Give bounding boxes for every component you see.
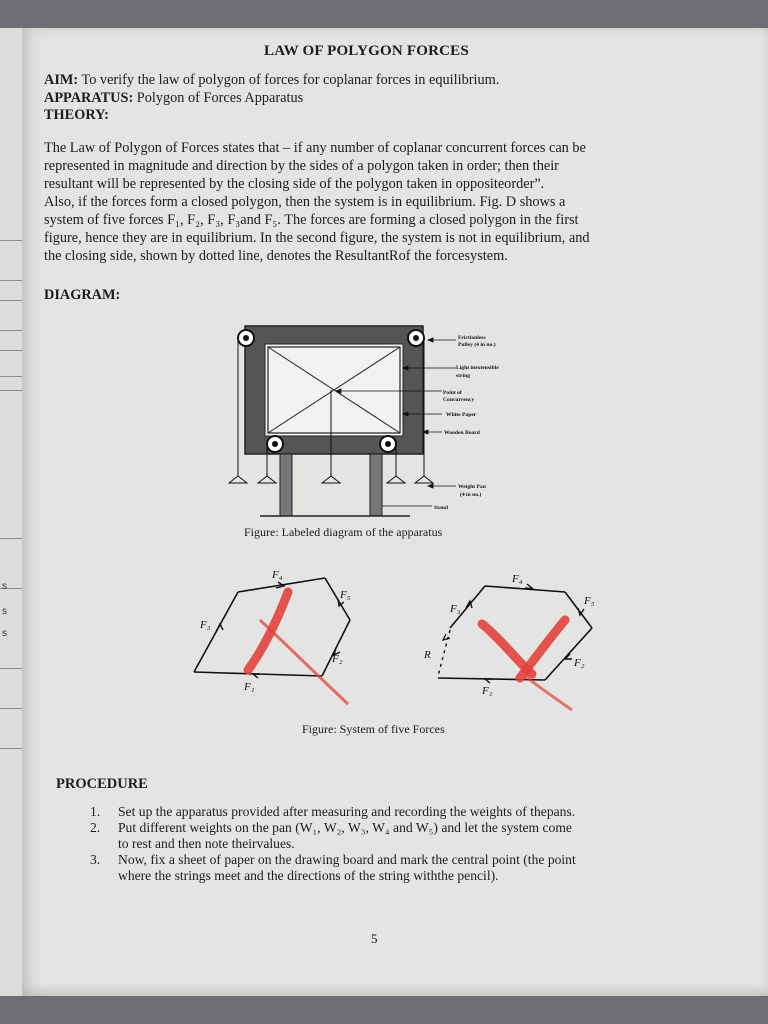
pulley-icon <box>408 330 424 346</box>
pulley-icon <box>380 436 396 452</box>
theory-line: The Law of Polygon of Forces states that – if any number of coplanar concurrent forces can be <box>44 140 586 156</box>
aim-text: To verify the law of polygon of forces for coplanar forces in equilibrium. <box>78 72 500 88</box>
label-weight-pan-count: (4 in no.) <box>460 492 482 498</box>
procedure-step: 3. Now, fix a sheet of paper on the drawing board and mark the central point (the point where the strings meet and the directions of the string withthe pencil). <box>90 852 576 883</box>
stand-leg <box>370 454 382 516</box>
margin-mark: s <box>2 628 7 639</box>
apparatus-text: Polygon of Forces Apparatus <box>133 90 304 106</box>
force-label: F₅ <box>584 595 595 607</box>
apparatus-label: APPARATUS: <box>44 90 134 106</box>
figure1-caption: Figure: Labeled diagram of the apparatus <box>244 525 443 539</box>
pulley-icon <box>267 436 283 452</box>
label-pulley: Frictionless <box>458 335 486 341</box>
page-number: 5 <box>371 931 378 946</box>
force-label: F₅ <box>340 589 351 601</box>
force-label: F₁ <box>244 681 255 693</box>
diagram-heading: DIAGRAM: <box>44 287 121 303</box>
page-title: LAW OF POLYGON FORCES <box>264 43 469 59</box>
open-polygon <box>438 584 592 683</box>
resultant-label: R <box>424 649 431 661</box>
theory-line: represented in magnitude and direction by the sides of a polygon taken in order; then their <box>44 158 559 174</box>
aim-label: AIM: <box>44 72 79 88</box>
procedure-step: 1. Set up the apparatus provided after measuring and recording the weights of thepans. <box>90 804 576 819</box>
margin-mark: s <box>2 581 7 592</box>
label-string-2: string <box>456 373 470 379</box>
label-concurrency: Point of <box>443 390 462 396</box>
force-label: F₂ <box>574 657 585 669</box>
force-label: F₄ <box>272 569 283 581</box>
theory-paragraph <box>44 139 734 265</box>
forces-diagram <box>180 558 610 723</box>
label-string: Light inextensible <box>456 365 499 371</box>
label-wooden-board: Wooden Board <box>444 430 480 436</box>
force-label: F₃ <box>200 619 211 631</box>
apparatus-line <box>44 89 303 107</box>
aim-line <box>44 71 499 89</box>
theory-line: Also, if the forces form a closed polygon, then the system is in equilibrium. Fig. D shows a <box>44 194 566 210</box>
label-weight-pan: Weight Pan <box>458 484 486 490</box>
force-label: F₄ <box>512 573 523 585</box>
apparatus-diagram <box>220 318 520 523</box>
force-label: F₂ <box>332 653 343 665</box>
force-label: F₁ <box>482 685 493 697</box>
theory-line: system of five forces F₁, F₂, F₃, F₃and F₅. The forces are forming a closed polygon in the first <box>44 212 579 228</box>
margin-mark: s <box>2 606 7 617</box>
figure2-caption: Figure: System of five Forces <box>302 722 445 736</box>
label-stand: Stand <box>434 505 448 511</box>
procedure-step: 2. Put different weights on the pan (W₁, W₂, W₃, W₄ and W₅) and let the system come to rest and then note theirvalues. <box>90 820 572 851</box>
theory-line: the closing side, shown by dotted line, denotes the ResultantRof the forcesystem. <box>44 248 508 264</box>
label-white-paper: White Paper <box>446 412 477 418</box>
theory-line: resultant will be represented by the closing side of the polygon taken in oppositeorder”. <box>44 176 545 192</box>
pulley-icon <box>238 330 254 346</box>
procedure-steps <box>90 804 710 884</box>
label-pulley-count: Pulley (4 in no.) <box>458 342 496 348</box>
theory-line: figure, hence they are in equilibrium. In the second figure, the system is not in equilibrium, and <box>44 230 590 246</box>
red-check-mark <box>248 592 288 670</box>
procedure-heading: PROCEDURE <box>56 776 148 792</box>
label-concurrency-2: Concurrency <box>443 397 475 403</box>
stand-leg <box>280 454 292 516</box>
force-label: F₃ <box>450 603 461 615</box>
theory-heading: THEORY: <box>44 107 109 123</box>
